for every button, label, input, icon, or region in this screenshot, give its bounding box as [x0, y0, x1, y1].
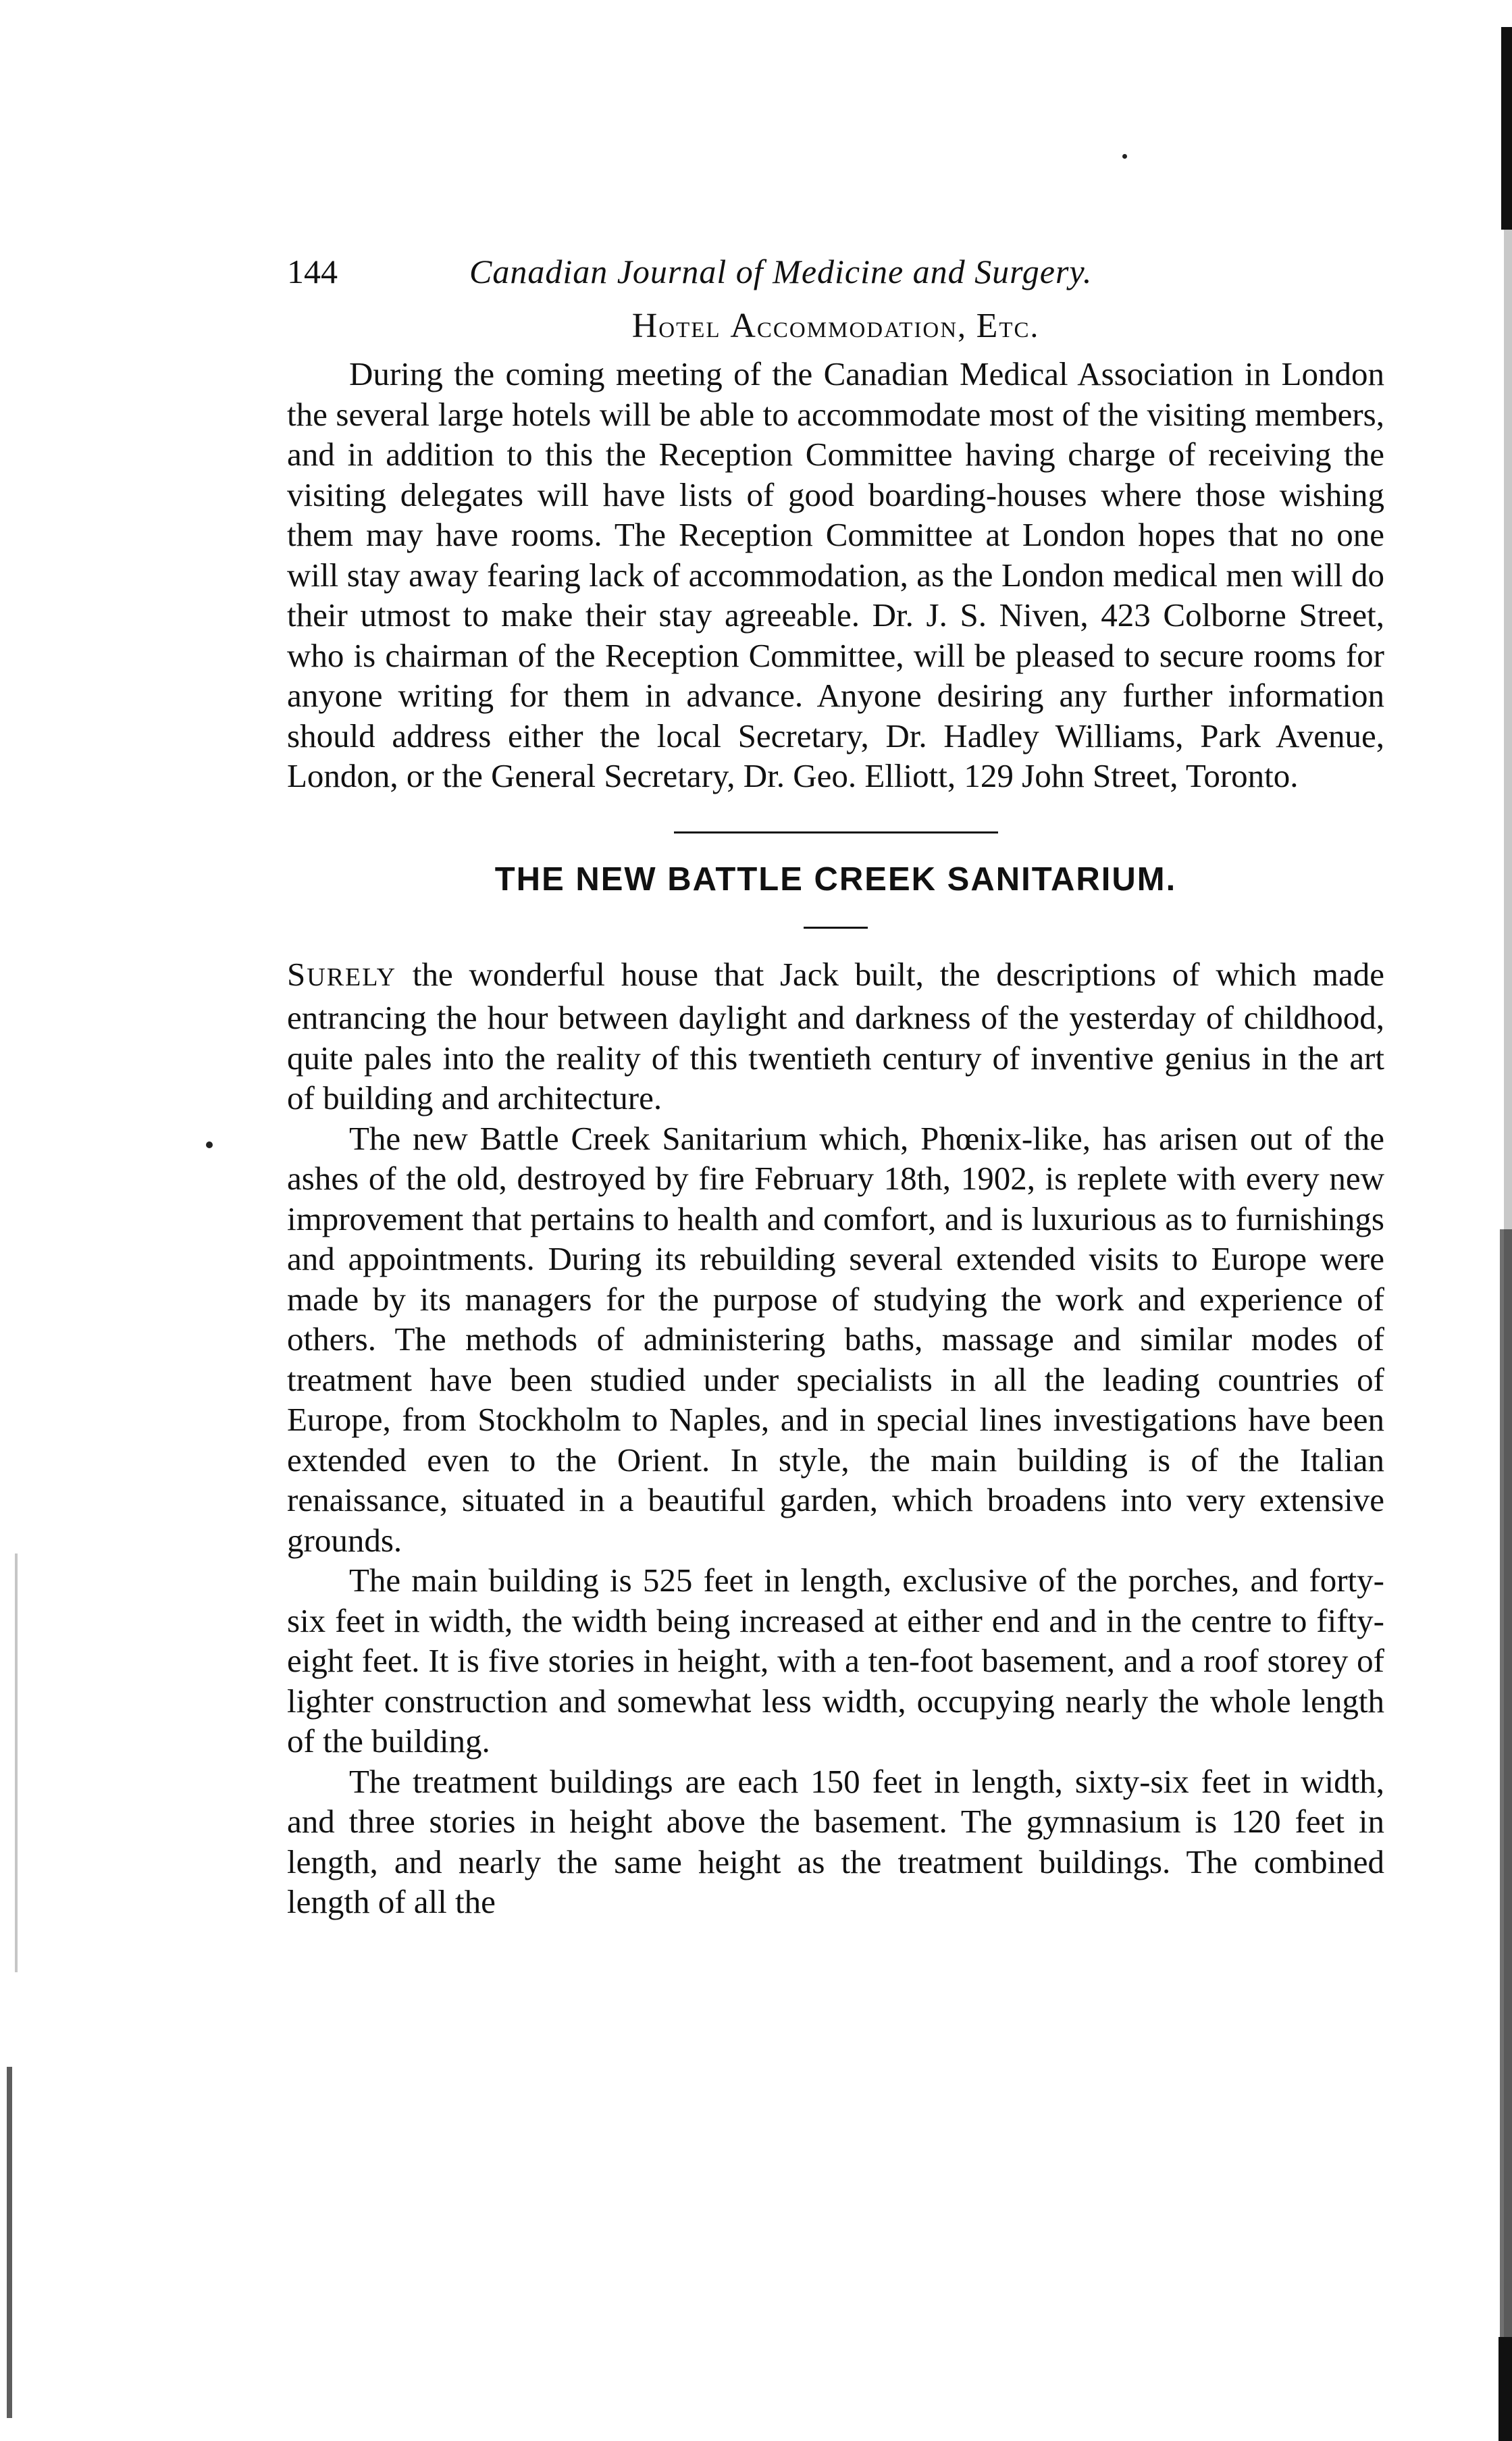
running-head: [287, 240, 1384, 301]
page-number: 144: [287, 253, 338, 290]
section-heading-hotel-accommodation: [287, 306, 1384, 346]
lead-word-initial: S: [287, 955, 307, 993]
article-paragraph-2: The new Battle Creek Sanitarium which, Phœnix-like, has arisen out of the ashes of the old, destroyed by fire February 18th, 1902, is replete with every new improvement that pertains to health and comfort, and is luxurious as to furnishings and appointments. During its rebuilding several extended visits to Europe were made by its managers for the purpose of studying the work and experience of others. The methods of administering baths, massage and similar modes of treatment have been studied under specialists in all the leading countries of Europe, from Stockholm to Naples, and in special lines investigations have been extended even to the Orient. In style, the main building is of the Italian renaissance, situated in a beautiful garden, which broadens into very extensive grounds.: [287, 1119, 1384, 1559]
left-margin-debris: [15, 1553, 18, 1972]
heading-word-1-rest: otel: [658, 309, 721, 344]
journal-title: Canadian Journal of Medicine and Surgery.: [469, 253, 1093, 290]
heading-word-1-cap: H: [631, 307, 659, 345]
article-paragraph-3: The main building is 525 feet in length, exclusive of the porches, and forty-six feet in width, the width being increased at either end and in the centre to fifty-eight feet. It is five stories in height, with a ten-foot basement, and a roof storey of lighter construction and somewhat less width, occupying nearly the whole length of the building.: [287, 1562, 1384, 1759]
article-paragraph-4: The treatment buildings are each 150 feet in length, sixty-six feet in width, and three stories in height above the basement. The gymnasium is 120 feet in length, and nearly the same height as the treatment buildings. The combined length of all the: [287, 1762, 1384, 1920]
heading-word-3-rest: tc.: [999, 309, 1040, 344]
lead-word: [287, 955, 397, 993]
text-column: [287, 240, 1384, 1922]
article-paragraph-1: [287, 954, 1384, 1119]
heading-word-2-rest: ccommodation,: [756, 309, 967, 344]
title-underline-rule: [804, 927, 868, 929]
article-title: THE NEW BATTLE CREEK SANITARIUM.: [494, 860, 1177, 898]
lead-word-rest: URELY: [307, 962, 397, 992]
paragraph-1-text: the wonderful house that Jack built, the descriptions of which made entrancing the hour between daylight and darkness of the yesterday of childhood, quite pales into the reality of this twentieth century of inventive genius in the art of building and architecture.: [287, 955, 1384, 1116]
page-edge-shadow-right: [1496, 27, 1512, 2441]
heading-word-3-cap: E: [976, 307, 999, 345]
right-margin-speck: [1122, 154, 1127, 159]
hotel-accommodation-paragraph: During the coming meeting of the Canadian Medical Association in London the several large hotels will be able to accommodate most of the visiting members, and in addition to this the Reception Committee having charge of receiving the visiting delegates will have lists of good boarding-houses where those wishing them may have rooms. The Reception Committee at London hopes that no one will stay away fearing lack of accommodation, as the London medical men will do their utmost to make their stay agreeable. Dr. J. S. Niven, 423 Colborne Street, who is chairman of the Reception Committee, will be pleased to secure rooms for anyone writing for them in advance. Anyone desiring any further information should address either the local Secretary, Dr. Hadley Williams, Park Avenue, London, or the General Secretary, Dr. Geo. Elliott, 129 John Street, Toronto.: [287, 355, 1384, 794]
section-divider-rule: [674, 831, 998, 833]
heading-word-2-cap: A: [730, 307, 757, 345]
left-margin-debris: [7, 2067, 12, 2418]
left-margin-speck: [206, 1141, 213, 1148]
